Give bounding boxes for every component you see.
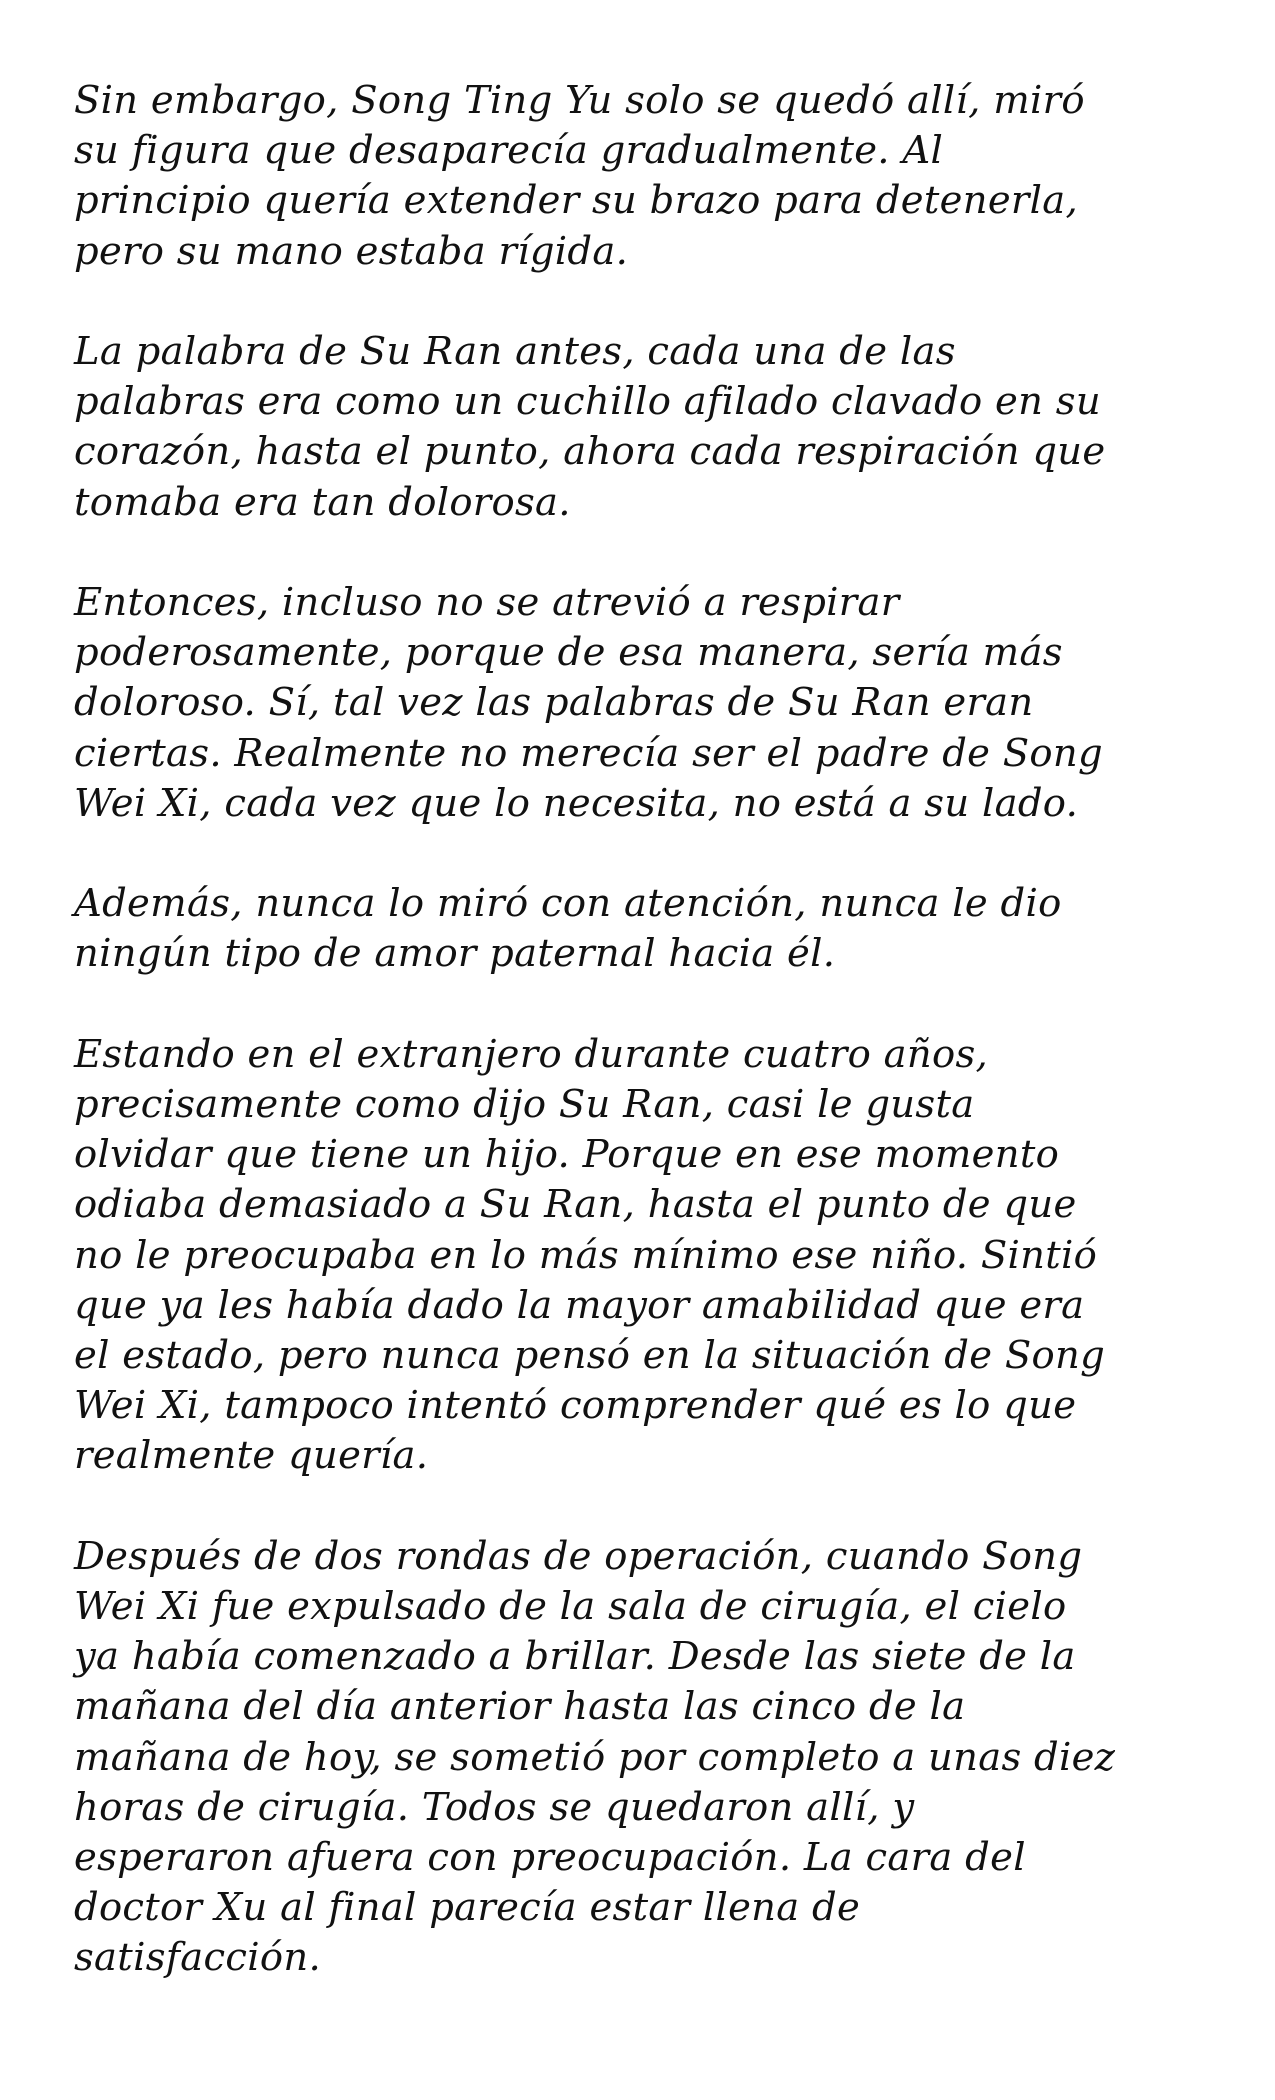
text-line: Entonces, incluso no se atrevió a respirar: [74, 580, 900, 625]
text-line: mañana del día anterior hasta las cinco de la: [74, 1684, 966, 1730]
text-line: que ya les había dado la mayor amabilidad que era: [74, 1282, 1085, 1328]
text-line: principio quería extender su brazo para detenerla,: [74, 178, 1079, 224]
paragraph-1: [74, 76, 1214, 277]
text-line: horas de cirugía. Todos se quedaron allí, y: [74, 1784, 915, 1830]
text-line: ya había comenzado a brillar. Desde las siete de la: [74, 1634, 1076, 1680]
text-line: precisamente como dijo Su Ran, casi le gusta: [74, 1082, 975, 1127]
text-line: Estando en el extranjero durante cuatro años,: [74, 1031, 989, 1077]
text-line: ciertas. Realmente no merecía ser el padre de Song: [74, 730, 1103, 776]
text-line: Wei Xi, tampoco intentó comprender qué es lo que: [74, 1383, 1077, 1429]
paragraph-3: [74, 578, 1214, 829]
paragraph-6: [74, 1532, 1214, 1984]
text-line: su figura que desaparecía gradualmente. Al: [74, 128, 944, 174]
text-line: Después de dos rondas de operación, cuando Song: [74, 1533, 1083, 1579]
text-line: Wei Xi fue expulsado de la sala de cirugía, el cielo: [74, 1584, 1067, 1630]
text-line: realmente quería.: [74, 1433, 429, 1479]
text-line: poderosamente, porque de esa manera, sería más: [74, 630, 1063, 676]
text-line: pero su mano estaba rígida.: [74, 228, 629, 274]
text-line: corazón, hasta el punto, ahora cada respiración que: [74, 429, 1106, 475]
text-line: esperaron afuera con preocupación. La cara del: [74, 1835, 1026, 1881]
text-line: satisfacción.: [74, 1935, 322, 1981]
paragraph-5: [74, 1030, 1214, 1482]
text-line: doloroso. Sí, tal vez las palabras de Su Ran eran: [74, 680, 1034, 726]
text-line: mañana de hoy, se sometió por completo a unas diez: [74, 1734, 1116, 1780]
text-line: Wei Xi, cada vez que lo necesita, no está a su lado.: [74, 780, 1079, 826]
text-line: La palabra de Su Ran antes, cada una de las: [74, 329, 956, 374]
text-line: Sin embargo, Song Ting Yu solo se quedó allí, miró: [74, 78, 1085, 123]
paragraph-4: [74, 879, 1214, 979]
document-page: [74, 76, 1214, 1984]
text-line: ningún tipo de amor paternal hacia él.: [74, 931, 836, 977]
paragraph-2: [74, 327, 1214, 528]
text-line: Además, nunca lo miró con atención, nunca le dio: [74, 881, 1062, 927]
text-line: palabras era como un cuchillo afilado clavado en su: [74, 379, 1101, 425]
text-line: doctor Xu al final parecía estar llena de: [74, 1885, 861, 1931]
text-line: no le preocupaba en lo más mínimo ese niño. Sintió: [74, 1232, 1098, 1278]
text-line: odiaba demasiado a Su Ran, hasta el punto de que: [74, 1182, 1077, 1228]
text-line: olvidar que tiene un hijo. Porque en ese momento: [74, 1132, 1060, 1178]
text-line: el estado, pero nunca pensó en la situación de Song: [74, 1333, 1106, 1379]
text-line: tomaba era tan dolorosa.: [74, 479, 571, 525]
